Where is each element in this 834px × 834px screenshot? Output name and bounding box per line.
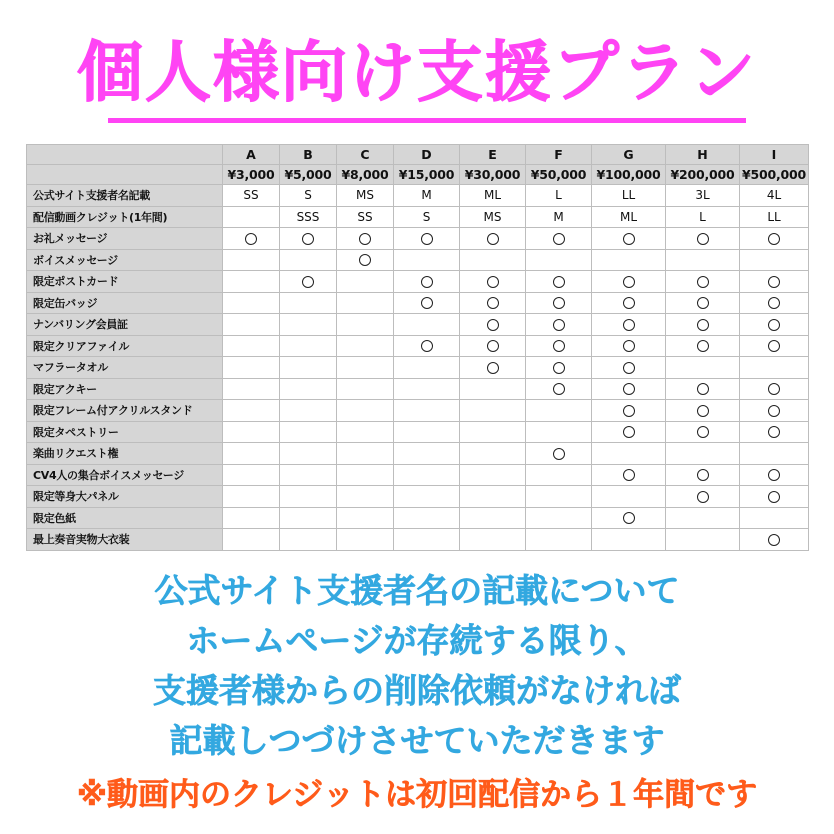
circle-icon (553, 383, 565, 395)
benefit-label: 公式サイト支援者名記載 (27, 185, 223, 207)
table-cell (460, 400, 526, 422)
circle-icon (697, 469, 709, 481)
circle-icon (768, 340, 780, 352)
table-cell (223, 443, 280, 465)
plan-price-header: ¥100,000 (592, 165, 666, 185)
table-row (27, 185, 809, 207)
table-cell (394, 443, 460, 465)
benefit-label: 限定タペストリー (27, 421, 223, 443)
table-cell (280, 357, 337, 379)
circle-icon (768, 469, 780, 481)
included-mark-cell (460, 228, 526, 250)
benefit-label: ナンバリング会員証 (27, 314, 223, 336)
circle-icon (553, 319, 565, 331)
included-mark-cell (666, 378, 740, 400)
table-row (27, 529, 809, 551)
circle-icon (768, 405, 780, 417)
table-cell: LL (740, 206, 809, 228)
circle-icon (487, 233, 499, 245)
included-mark-cell (740, 271, 809, 293)
included-mark-cell (666, 421, 740, 443)
table-cell (280, 529, 337, 551)
circle-icon (553, 276, 565, 288)
table-cell (337, 292, 394, 314)
table-cell (526, 249, 592, 271)
benefit-label: 限定色紙 (27, 507, 223, 529)
included-mark-cell (592, 314, 666, 336)
table-row (27, 292, 809, 314)
circle-icon (768, 276, 780, 288)
table-row (27, 443, 809, 465)
footer-note: ※動画内のクレジットは初回配信から１年間です (76, 777, 758, 813)
table-cell (526, 529, 592, 551)
table-cell (740, 249, 809, 271)
circle-icon (623, 362, 635, 374)
plan-price-header: ¥8,000 (337, 165, 394, 185)
included-mark-cell (460, 335, 526, 357)
table-body (27, 185, 809, 551)
included-mark-cell (526, 271, 592, 293)
included-mark-cell (460, 292, 526, 314)
included-mark-cell (592, 271, 666, 293)
benefit-label: 限定等身大パネル (27, 486, 223, 508)
plan-letter-header: G (592, 145, 666, 165)
table-cell (394, 400, 460, 422)
plan-price-header: ¥30,000 (460, 165, 526, 185)
circle-icon (623, 340, 635, 352)
table-cell (394, 507, 460, 529)
table-cell (337, 271, 394, 293)
table-cell (337, 464, 394, 486)
benefit-label: 限定クリアファイル (27, 335, 223, 357)
table-cell (592, 443, 666, 465)
circle-icon (302, 276, 314, 288)
included-mark-cell (394, 228, 460, 250)
table-row (27, 335, 809, 357)
table-cell: 4L (740, 185, 809, 207)
table-cell (280, 443, 337, 465)
circle-icon (553, 297, 565, 309)
circle-icon (768, 319, 780, 331)
table-row (27, 378, 809, 400)
included-mark-cell (394, 271, 460, 293)
table-row (27, 357, 809, 379)
benefit-label: お礼メッセージ (27, 228, 223, 250)
table-cell (280, 292, 337, 314)
table-cell (337, 443, 394, 465)
table-cell (740, 443, 809, 465)
circle-icon (697, 383, 709, 395)
included-mark-cell (280, 228, 337, 250)
included-mark-cell (740, 529, 809, 551)
benefit-label: マフラータオル (27, 357, 223, 379)
circle-icon (553, 340, 565, 352)
table-cell (394, 378, 460, 400)
table-cell (460, 464, 526, 486)
included-mark-cell (526, 357, 592, 379)
table-cell (592, 529, 666, 551)
included-mark-cell (460, 271, 526, 293)
table-cell (337, 421, 394, 443)
page-title: 個人様向け支援プラン (77, 34, 757, 111)
included-mark-cell (666, 228, 740, 250)
table-cell (223, 206, 280, 228)
circle-icon (697, 491, 709, 503)
plan-price-header: ¥15,000 (394, 165, 460, 185)
benefit-label: 限定アクキー (27, 378, 223, 400)
table-cell (592, 486, 666, 508)
table-cell (280, 249, 337, 271)
table-cell (337, 357, 394, 379)
circle-icon (697, 319, 709, 331)
included-mark-cell (394, 335, 460, 357)
circle-icon (623, 426, 635, 438)
benefit-label: ボイスメッセージ (27, 249, 223, 271)
circle-icon (359, 233, 371, 245)
included-mark-cell (337, 228, 394, 250)
included-mark-cell (526, 228, 592, 250)
table-cell (526, 421, 592, 443)
circle-icon (623, 405, 635, 417)
included-mark-cell (740, 421, 809, 443)
table-cell (223, 529, 280, 551)
circle-icon (623, 233, 635, 245)
table-cell (280, 314, 337, 336)
table-cell (223, 421, 280, 443)
table-cell: MS (337, 185, 394, 207)
table-row (27, 206, 809, 228)
table-cell (337, 335, 394, 357)
table-cell (280, 507, 337, 529)
table-cell: L (526, 185, 592, 207)
circle-icon (487, 362, 499, 374)
included-mark-cell (592, 400, 666, 422)
table-cell (394, 357, 460, 379)
table-cell: M (526, 206, 592, 228)
plan-price-header: ¥5,000 (280, 165, 337, 185)
included-mark-cell (666, 486, 740, 508)
plan-letter-header: H (666, 145, 740, 165)
table-cell: 3L (666, 185, 740, 207)
table-cell (666, 529, 740, 551)
plan-letter-row (27, 145, 809, 165)
table-cell (592, 249, 666, 271)
table-cell (223, 314, 280, 336)
table-row (27, 314, 809, 336)
circle-icon (421, 340, 433, 352)
table-cell (223, 486, 280, 508)
table-cell (223, 249, 280, 271)
circle-icon (487, 340, 499, 352)
table-row (27, 486, 809, 508)
plan-letter-header: A (223, 145, 280, 165)
benefit-label: 限定ポストカード (27, 271, 223, 293)
table-cell (526, 507, 592, 529)
plan-letter-header: C (337, 145, 394, 165)
included-mark-cell (592, 464, 666, 486)
circle-icon (697, 340, 709, 352)
plan-letter-header: B (280, 145, 337, 165)
included-mark-cell (526, 378, 592, 400)
plan-letter-header: E (460, 145, 526, 165)
table-row (27, 507, 809, 529)
table-cell (337, 529, 394, 551)
table-cell (337, 400, 394, 422)
table-cell (280, 378, 337, 400)
circle-icon (487, 297, 499, 309)
circle-icon (553, 448, 565, 460)
table-cell: M (394, 185, 460, 207)
circle-icon (553, 233, 565, 245)
circle-icon (359, 254, 371, 266)
table-cell (526, 464, 592, 486)
plan-price-header: ¥50,000 (526, 165, 592, 185)
circle-icon (623, 276, 635, 288)
included-mark-cell (526, 314, 592, 336)
table-cell (666, 249, 740, 271)
table-cell: ML (592, 206, 666, 228)
circle-icon (245, 233, 257, 245)
table-cell (280, 464, 337, 486)
table-row (27, 400, 809, 422)
plan-letter-header: D (394, 145, 460, 165)
included-mark-cell (526, 443, 592, 465)
table-cell (460, 507, 526, 529)
included-mark-cell (666, 314, 740, 336)
table-cell (223, 400, 280, 422)
table-cell (526, 486, 592, 508)
benefit-label: 最上奏音実物大衣装 (27, 529, 223, 551)
included-mark-cell (526, 292, 592, 314)
table-cell (394, 464, 460, 486)
included-mark-cell (592, 357, 666, 379)
table-cell: S (394, 206, 460, 228)
included-mark-cell (526, 335, 592, 357)
support-plan-table (26, 144, 809, 551)
included-mark-cell (394, 292, 460, 314)
benefit-label: CV4人の集合ボイスメッセージ (27, 464, 223, 486)
table-cell (460, 378, 526, 400)
plan-price-header: ¥200,000 (666, 165, 740, 185)
title-underline (108, 118, 746, 123)
table-cell (223, 464, 280, 486)
table-cell (337, 378, 394, 400)
circle-icon (768, 426, 780, 438)
plan-price-header: ¥3,000 (223, 165, 280, 185)
plan-price-row (27, 165, 809, 185)
included-mark-cell (740, 314, 809, 336)
table-cell (666, 507, 740, 529)
included-mark-cell (740, 335, 809, 357)
included-mark-cell (280, 271, 337, 293)
included-mark-cell (740, 400, 809, 422)
included-mark-cell (592, 292, 666, 314)
circle-icon (623, 512, 635, 524)
table-row (27, 271, 809, 293)
note-line-3: 支援者様からの削除依頼がなければ (153, 671, 681, 710)
table-cell (666, 443, 740, 465)
table-cell (460, 421, 526, 443)
included-mark-cell (592, 421, 666, 443)
circle-icon (623, 319, 635, 331)
circle-icon (421, 276, 433, 288)
table-cell (280, 335, 337, 357)
included-mark-cell (592, 228, 666, 250)
circle-icon (623, 383, 635, 395)
table-corner (27, 145, 223, 165)
included-mark-cell (592, 378, 666, 400)
circle-icon (421, 297, 433, 309)
table-cell (280, 421, 337, 443)
included-mark-cell (740, 486, 809, 508)
table-row (27, 464, 809, 486)
included-mark-cell (740, 464, 809, 486)
table-cell (666, 357, 740, 379)
table-cell (394, 249, 460, 271)
circle-icon (768, 534, 780, 546)
note-line-2: ホームページが存続する限り、 (186, 621, 648, 660)
table-cell (460, 249, 526, 271)
table-cell (526, 400, 592, 422)
benefit-label: 限定缶バッジ (27, 292, 223, 314)
included-mark-cell (666, 292, 740, 314)
included-mark-cell (592, 335, 666, 357)
table-cell (223, 507, 280, 529)
circle-icon (697, 276, 709, 288)
table-cell (337, 314, 394, 336)
table-cell: L (666, 206, 740, 228)
table-cell: SS (337, 206, 394, 228)
circle-icon (768, 491, 780, 503)
included-mark-cell (666, 400, 740, 422)
circle-icon (697, 233, 709, 245)
benefit-label: 限定フレーム付アクリルスタンド (27, 400, 223, 422)
table-corner (27, 165, 223, 185)
table-cell (337, 486, 394, 508)
circle-icon (421, 233, 433, 245)
included-mark-cell (460, 357, 526, 379)
included-mark-cell (666, 335, 740, 357)
benefit-label: 配信動画クレジット(1年間) (27, 206, 223, 228)
table-cell (460, 443, 526, 465)
table-cell (394, 529, 460, 551)
benefit-label: 楽曲リクエスト権 (27, 443, 223, 465)
circle-icon (302, 233, 314, 245)
included-mark-cell (223, 228, 280, 250)
included-mark-cell (460, 314, 526, 336)
included-mark-cell (337, 249, 394, 271)
table-cell (223, 335, 280, 357)
table-cell (223, 271, 280, 293)
circle-icon (768, 297, 780, 309)
circle-icon (553, 362, 565, 374)
plan-price-header: ¥500,000 (740, 165, 809, 185)
circle-icon (697, 405, 709, 417)
table-cell (337, 507, 394, 529)
table-cell (460, 529, 526, 551)
included-mark-cell (592, 507, 666, 529)
table-cell (280, 486, 337, 508)
table-cell: SSS (280, 206, 337, 228)
circle-icon (623, 297, 635, 309)
circle-icon (697, 297, 709, 309)
circle-icon (697, 426, 709, 438)
table-row (27, 421, 809, 443)
plan-letter-header: F (526, 145, 592, 165)
table-cell (280, 400, 337, 422)
included-mark-cell (666, 464, 740, 486)
table-cell (460, 486, 526, 508)
note-line-1: 公式サイト支援者名の記載について (154, 571, 680, 610)
table-cell: S (280, 185, 337, 207)
table-cell: MS (460, 206, 526, 228)
table-cell (740, 507, 809, 529)
table-cell: ML (460, 185, 526, 207)
table-row (27, 249, 809, 271)
circle-icon (487, 276, 499, 288)
circle-icon (487, 319, 499, 331)
table-cell: SS (223, 185, 280, 207)
table-cell (394, 314, 460, 336)
circle-icon (768, 383, 780, 395)
table-cell (223, 357, 280, 379)
included-mark-cell (666, 271, 740, 293)
table-cell (394, 486, 460, 508)
table-cell (223, 378, 280, 400)
table-cell (394, 421, 460, 443)
table-row (27, 228, 809, 250)
table-cell (223, 292, 280, 314)
table-cell (740, 357, 809, 379)
included-mark-cell (740, 228, 809, 250)
note-line-4: 記載しつづけさせていただきます (169, 721, 665, 760)
circle-icon (768, 233, 780, 245)
table-cell: LL (592, 185, 666, 207)
circle-icon (623, 469, 635, 481)
included-mark-cell (740, 378, 809, 400)
included-mark-cell (740, 292, 809, 314)
plan-letter-header: I (740, 145, 809, 165)
